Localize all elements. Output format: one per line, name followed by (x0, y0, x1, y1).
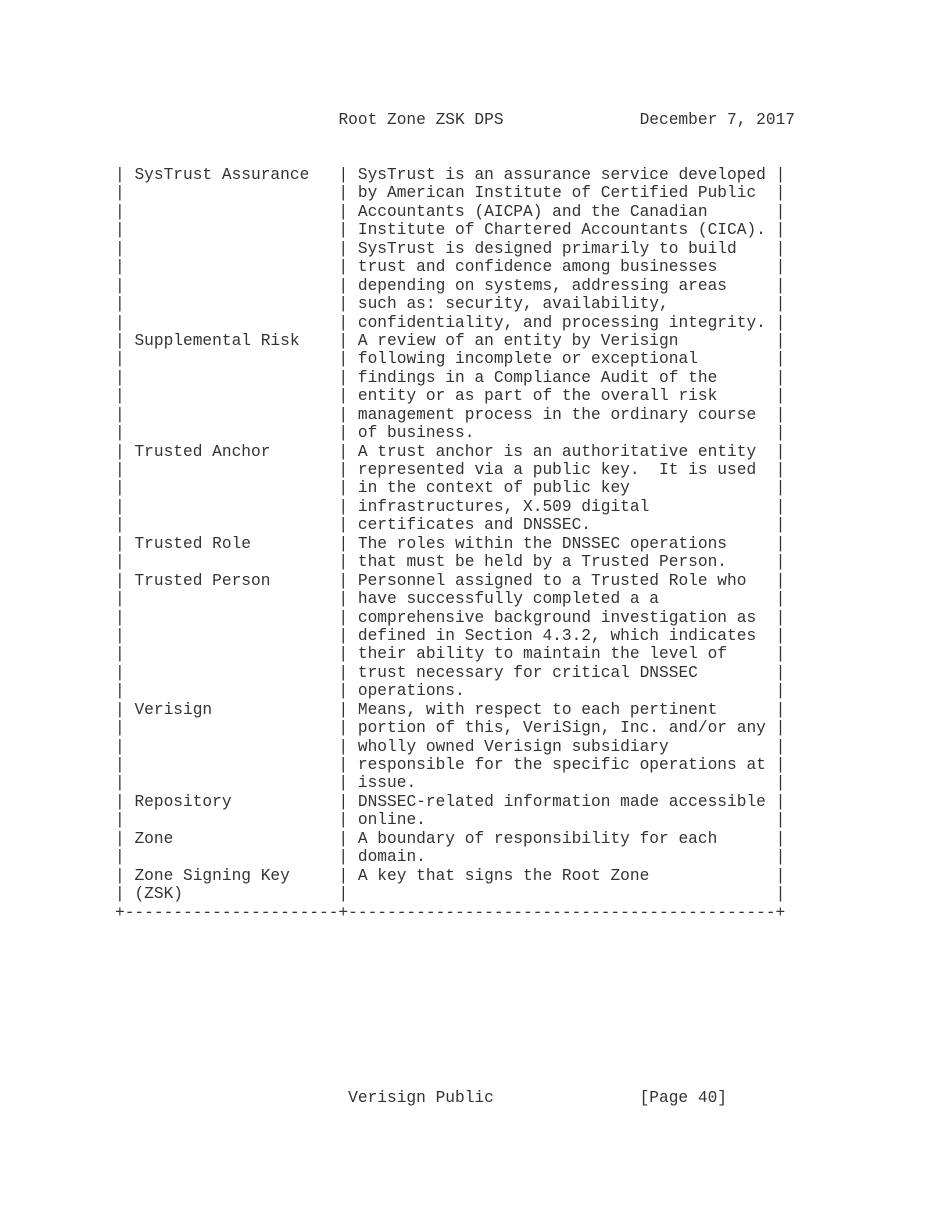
glossary-term: Trusted Anchor (134, 442, 271, 461)
glossary-definition: that must be held by a Trusted Person. (357, 553, 728, 572)
table-row: | | represented via a public key. It is used | (115, 461, 786, 479)
glossary-definition: Personnel assigned to a Trusted Role who (357, 571, 747, 590)
glossary-definition: defined in Section 4.3.2, which indicates (357, 626, 757, 645)
footer-label: Verisign Public (348, 1089, 494, 1107)
table-row: | | in the context of public key | (115, 479, 786, 498)
glossary-definition: depending on systems, addressing areas (357, 276, 728, 295)
page-number: [Page 40] (639, 1089, 728, 1107)
glossary-definition: trust necessary for critical DNSSEC (357, 663, 698, 682)
glossary-definition: Means, with respect to each pertinent (357, 700, 718, 719)
glossary-term: Supplemental Risk (134, 331, 300, 350)
glossary-definition: such as: security, availability, (357, 295, 669, 314)
glossary-term: Trusted Person (134, 571, 271, 590)
glossary-definition: have successfully completed a a (357, 590, 660, 609)
table-row: | | that must be held by a Trusted Person. | (115, 553, 786, 572)
table-row: | Zone | A boundary of responsibility for each | (115, 829, 786, 848)
table-row: | | of business. | (115, 424, 786, 443)
table-row: | Verisign | Means, with respect to each pertinent | (115, 700, 786, 719)
table-row: | | responsible for the specific operations at | (115, 756, 786, 774)
glossary-definition: wholly owned Verisign subsidiary (357, 737, 669, 756)
glossary-definition: findings in a Compliance Audit of the (357, 368, 718, 387)
table-row: | Trusted Anchor | A trust anchor is an authoritative entity | (115, 442, 786, 461)
glossary-definition: A boundary of responsibility for each (357, 829, 718, 848)
glossary-definition: trust and confidence among businesses (357, 258, 718, 277)
glossary-definition: by American Institute of Certified Public (357, 184, 757, 203)
glossary-definition: Institute of Chartered Accountants (CICA). (357, 221, 766, 240)
glossary-definition: SysTrust is designed primarily to build (357, 239, 737, 258)
glossary-definition: domain. (357, 848, 426, 867)
glossary-definition: operations. (357, 682, 465, 701)
table-row: | | such as: security, availability, | (115, 295, 786, 314)
glossary-term: (ZSK) (134, 885, 184, 904)
table-row: | Trusted Role | The roles within the DNSSEC operations | (115, 534, 786, 553)
glossary-definition: DNSSEC-related information made accessible (357, 792, 766, 811)
table-row: | | entity or as part of the overall risk | (115, 387, 786, 406)
table-row: | | issue. | (115, 774, 786, 793)
table-row: | | Accountants (AICPA) and the Canadian | (115, 202, 786, 221)
glossary-definition: represented via a public key. It is used (357, 461, 757, 479)
glossary-term: Zone (134, 829, 174, 848)
page-footer (115, 1089, 727, 1107)
table-row: | (ZSK) | | (115, 885, 786, 904)
table-row: | | operations. | (115, 682, 786, 701)
glossary-definition: Accountants (AICPA) and the Canadian (357, 202, 708, 221)
glossary-term: Verisign (134, 700, 213, 719)
glossary-definition: SysTrust is an assurance service developed (357, 166, 766, 184)
table-row: | | certificates and DNSSEC. | (115, 516, 786, 535)
table-row: | SysTrust Assurance | SysTrust is an assurance service developed | (115, 166, 786, 184)
table-bottom-border: +----------------------+--------------------------------------------+ (115, 903, 786, 922)
table-row: | | by American Institute of Certified Public | (115, 184, 786, 203)
glossary-definition: comprehensive background investigation as (357, 608, 757, 627)
glossary-definition: of business. (357, 424, 475, 443)
table-row: | | online. | (115, 811, 786, 830)
glossary-definition: A review of an entity by Verisign (357, 331, 679, 350)
glossary-definition: following incomplete or exceptional (357, 350, 698, 369)
table-row: | | have successfully completed a a | (115, 590, 786, 609)
table-row: | | their ability to maintain the level of | (115, 645, 786, 664)
table-row: | | wholly owned Verisign subsidiary | (115, 737, 786, 756)
document-date: December 7, 2017 (639, 111, 796, 129)
glossary-definition: infrastructures, X.509 digital (357, 497, 650, 516)
glossary-definition: confidentiality, and processing integrity. (357, 313, 766, 332)
table-row: | | infrastructures, X.509 digital | (115, 497, 786, 516)
glossary-term: Trusted Role (134, 534, 252, 553)
glossary-definition: their ability to maintain the level of (357, 645, 728, 664)
glossary-definition: portion of this, VeriSign, Inc. and/or any (357, 719, 766, 738)
glossary-table (115, 166, 785, 922)
table-row: | | depending on systems, addressing areas | (115, 276, 786, 295)
table-row: | | confidentiality, and processing integrity. | (115, 313, 786, 332)
document-title: Root Zone ZSK DPS (338, 111, 504, 129)
glossary-definition: entity or as part of the overall risk (357, 387, 718, 406)
table-row: | | portion of this, VeriSign, Inc. and/or any | (115, 719, 786, 738)
page-header (115, 111, 795, 129)
glossary-definition: online. (357, 811, 426, 830)
glossary-definition: responsible for the specific operations at (357, 756, 766, 774)
table-row: | | following incomplete or exceptional | (115, 350, 786, 369)
table-row: | | findings in a Compliance Audit of the | (115, 368, 786, 387)
table-row: | Trusted Person | Personnel assigned to a Trusted Role who | (115, 571, 786, 590)
table-row: | Supplemental Risk | A review of an entity by Verisign | (115, 331, 786, 350)
glossary-term: Zone Signing Key (134, 866, 290, 885)
table-row: | | trust necessary for critical DNSSEC | (115, 663, 786, 682)
table-row: | | defined in Section 4.3.2, which indicates | (115, 626, 786, 645)
glossary-definition: in the context of public key (357, 479, 630, 498)
table-row: | | Institute of Chartered Accountants (CICA). | (115, 221, 786, 240)
glossary-definition: issue. (357, 774, 417, 793)
glossary-definition: management process in the ordinary course (357, 405, 757, 424)
table-row: | Zone Signing Key | A key that signs the Root Zone | (115, 866, 786, 885)
glossary-definition: A key that signs the Root Zone (357, 866, 650, 885)
table-row: | | trust and confidence among businesses | (115, 258, 786, 277)
glossary-term: SysTrust Assurance (134, 166, 310, 184)
table-row: | | domain. | (115, 848, 786, 867)
glossary-definition: A trust anchor is an authoritative entity (357, 442, 757, 461)
table-row: | Repository | DNSSEC-related information made accessible | (115, 792, 786, 811)
table-row: | | SysTrust is designed primarily to build | (115, 239, 786, 258)
glossary-definition: The roles within the DNSSEC operations (357, 534, 728, 553)
glossary-term: Repository (134, 792, 232, 811)
table-row: | | comprehensive background investigation as | (115, 608, 786, 627)
glossary-definition: certificates and DNSSEC. (357, 516, 592, 535)
table-row: | | management process in the ordinary course | (115, 405, 786, 424)
